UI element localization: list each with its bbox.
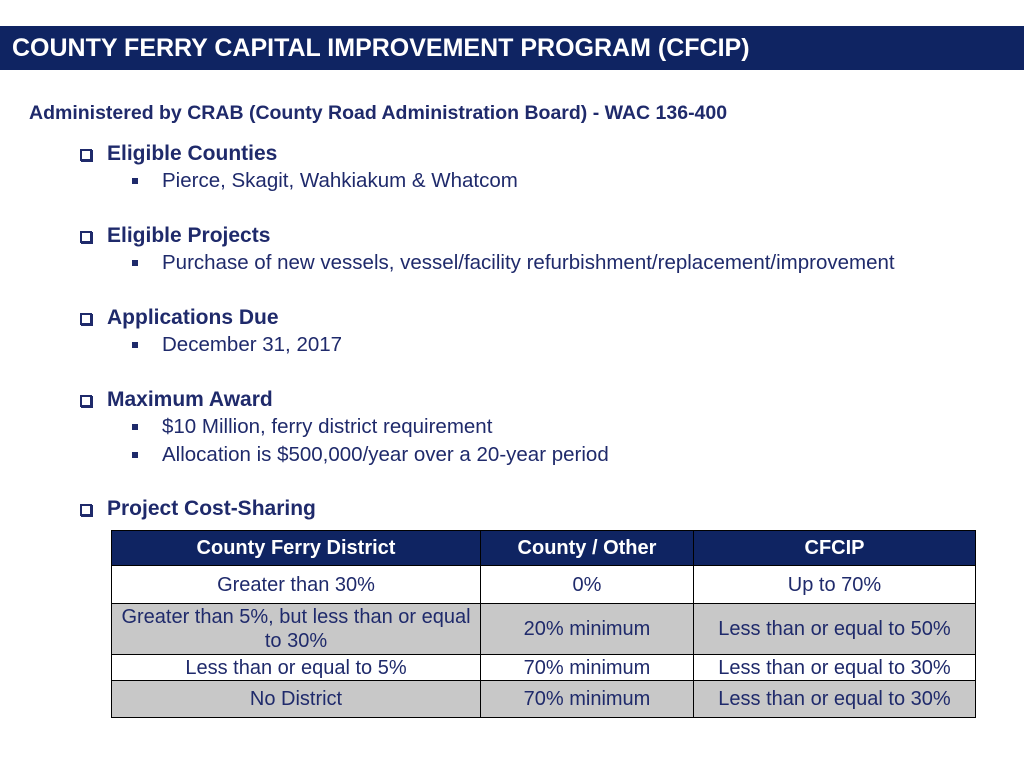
- section-eligible-projects: [80, 223, 895, 277]
- subtitle: Administered by CRAB (County Road Administration Board) - WAC 136-400: [29, 102, 728, 124]
- table-row: [112, 655, 976, 681]
- bullet-item: [132, 413, 609, 441]
- bullet-text: $10 Million, ferry district requirement: [162, 415, 493, 438]
- bullet-item: [132, 441, 609, 469]
- checkbox-bullet-icon: [80, 504, 92, 516]
- bullet-text: Allocation is $500,000/year over a 20-year period: [162, 443, 609, 466]
- section-header: [80, 223, 895, 249]
- table-cell: 70% minimum: [481, 655, 694, 681]
- square-bullet-icon: [132, 342, 138, 348]
- table-cell: Less than or equal to 5%: [112, 655, 481, 681]
- table-cell: 20% minimum: [481, 604, 694, 655]
- section-label: Project Cost-Sharing: [107, 497, 316, 520]
- square-bullet-icon: [132, 424, 138, 430]
- table-cell: 70% minimum: [481, 681, 694, 718]
- table-cell: Up to 70%: [694, 566, 976, 604]
- checkbox-bullet-icon: [80, 313, 92, 325]
- section-label: Maximum Award: [107, 388, 273, 411]
- table-cell: Less than or equal to 50%: [694, 604, 976, 655]
- table-row: [112, 604, 976, 655]
- table-cell: Less than or equal to 30%: [694, 681, 976, 718]
- column-header: County / Other: [481, 531, 694, 566]
- checkbox-bullet-icon: [80, 395, 92, 407]
- bullet-item: [132, 331, 342, 359]
- section-label: Eligible Projects: [107, 224, 271, 247]
- section-eligible-counties: [80, 141, 518, 195]
- page-title: COUNTY FERRY CAPITAL IMPROVEMENT PROGRAM (CFCIP): [12, 33, 750, 62]
- square-bullet-icon: [132, 260, 138, 266]
- cost-sharing-table: [111, 530, 976, 718]
- table-row: [112, 566, 976, 604]
- square-bullet-icon: [132, 178, 138, 184]
- table-cell: No District: [112, 681, 481, 718]
- checkbox-bullet-icon: [80, 149, 92, 161]
- title-bar: [0, 26, 1024, 70]
- checkbox-bullet-icon: [80, 231, 92, 243]
- section-applications-due: [80, 305, 342, 359]
- section-label: Eligible Counties: [107, 142, 278, 165]
- bullet-item: [132, 249, 895, 277]
- section-header: [80, 387, 609, 413]
- section-header: [80, 496, 316, 522]
- table-cell: Less than or equal to 30%: [694, 655, 976, 681]
- bullet-text: Pierce, Skagit, Wahkiakum & Whatcom: [162, 169, 518, 192]
- bullet-item: [132, 167, 518, 195]
- section-project-cost-sharing: [80, 496, 316, 522]
- section-header: [80, 141, 518, 167]
- table-row: [112, 681, 976, 718]
- section-label: Applications Due: [107, 306, 279, 329]
- table-cell: Greater than 30%: [112, 566, 481, 604]
- bullet-text: December 31, 2017: [162, 333, 343, 356]
- table-cell: 0%: [481, 566, 694, 604]
- section-header: [80, 305, 342, 331]
- square-bullet-icon: [132, 452, 138, 458]
- column-header: County Ferry District: [112, 531, 481, 566]
- column-header: CFCIP: [694, 531, 976, 566]
- table-header-row: [112, 531, 976, 566]
- table-cell: Greater than 5%, but less than or equal to 30%: [112, 604, 481, 655]
- bullet-text: Purchase of new vessels, vessel/facility refurbishment/replacement/improvement: [162, 251, 895, 274]
- section-maximum-award: [80, 387, 609, 469]
